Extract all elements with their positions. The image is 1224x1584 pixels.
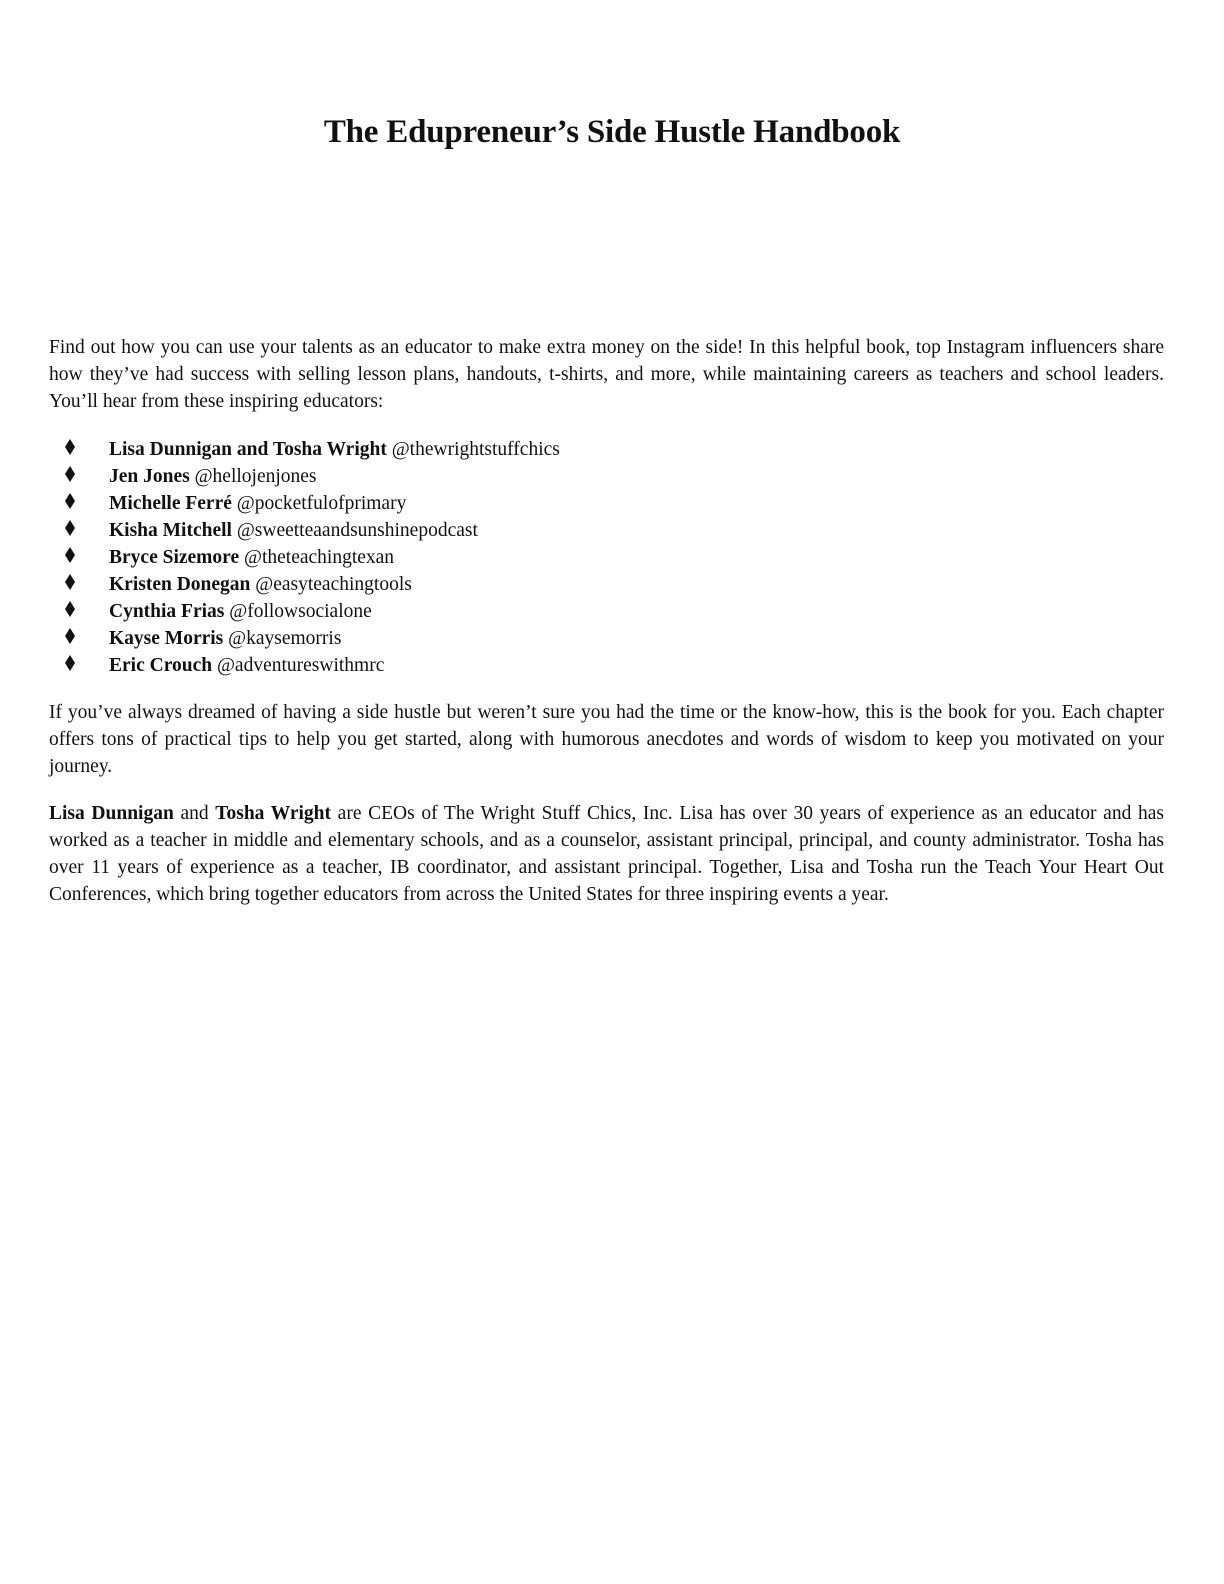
diamond-bullet-icon (65, 493, 75, 509)
description-body (49, 334, 1164, 908)
list-item (49, 463, 1164, 490)
list-item (49, 598, 1164, 625)
side-hustle-paragraph: If you’ve always dreamed of having a side hustle but weren’t sure you had the time or the know-how, this is the book for you. Each chapter offers tons of practical tips to help you get started, along with humorous anecdotes and words of wisdom to keep you motivated on your journey. (49, 702, 1164, 777)
contributor-handle: @pocketfulofprimary (236, 493, 407, 514)
contributor-name: Kayse Morris (109, 628, 224, 649)
list-item (49, 652, 1164, 679)
author-bio-paragraph (49, 800, 1164, 908)
diamond-bullet-icon (65, 466, 75, 482)
author-name-lisa: Lisa Dunnigan (49, 803, 174, 824)
contributor-name: Cynthia Frias (109, 601, 225, 622)
contributor-handle: @thewrightstuffchics (391, 439, 560, 460)
diamond-bullet-icon (65, 655, 75, 671)
list-item (49, 571, 1164, 598)
contributor-name: Michelle Ferré (109, 493, 232, 514)
contributor-name: Kisha Mitchell (109, 520, 232, 541)
contributor-name: Jen Jones (109, 466, 190, 487)
contributor-handle: @easyteachingtools (255, 574, 412, 595)
diamond-bullet-icon (65, 574, 75, 590)
author-name-tosha: Tosha Wright (215, 803, 332, 824)
intro-paragraph: Find out how you can use your talents as an educator to make extra money on the side! In this helpful book, top Instagram influencers share how they’ve had success with selling lesson plans, handouts, t-shirts, and more, while maintaining careers as teachers and school leaders. You’ll hear from these inspiring educators: (49, 337, 1164, 412)
list-item (49, 544, 1164, 571)
contributor-handle: @kaysemorris (228, 628, 342, 649)
bio-conjunction: and (173, 803, 216, 824)
list-item (49, 490, 1164, 517)
diamond-bullet-icon (65, 628, 75, 644)
diamond-bullet-icon (65, 439, 75, 455)
list-item (49, 625, 1164, 652)
diamond-bullet-icon (65, 601, 75, 617)
contributor-name: Lisa Dunnigan and Tosha Wright (109, 439, 387, 460)
contributor-list (49, 436, 1164, 679)
bio-text: are CEOs of The Wright Stuff Chics, Inc. Lisa has over 30 years of experience as an educator and has worked as a teacher in middle and elementary schools, and as a counselor, assistant principal, principal, and county administrator. Tosha has over 11 years of experience as a teacher, IB coordinator, and assistant principal. Together, Lisa and Tosha run the Teach Your Heart Out Conferences, which bring together educators from across the United States for three inspiring events a year. (49, 803, 1164, 905)
diamond-bullet-icon (65, 547, 75, 563)
contributor-handle: @hellojenjones (194, 466, 317, 487)
contributor-handle: @adventureswithmrc (216, 655, 385, 676)
list-item (49, 517, 1164, 544)
list-item (49, 436, 1164, 463)
contributor-name: Eric Crouch (109, 655, 213, 676)
contributor-name: Bryce Sizemore (109, 547, 240, 568)
contributor-handle: @sweetteaandsunshinepodcast (236, 520, 478, 541)
book-title: The Edupreneur’s Side Hustle Handbook (323, 114, 901, 150)
contributor-handle: @followsocialone (229, 601, 372, 622)
contributor-handle: @theteachingtexan (244, 547, 395, 568)
diamond-bullet-icon (65, 520, 75, 536)
contributor-name: Kristen Donegan (109, 574, 251, 595)
